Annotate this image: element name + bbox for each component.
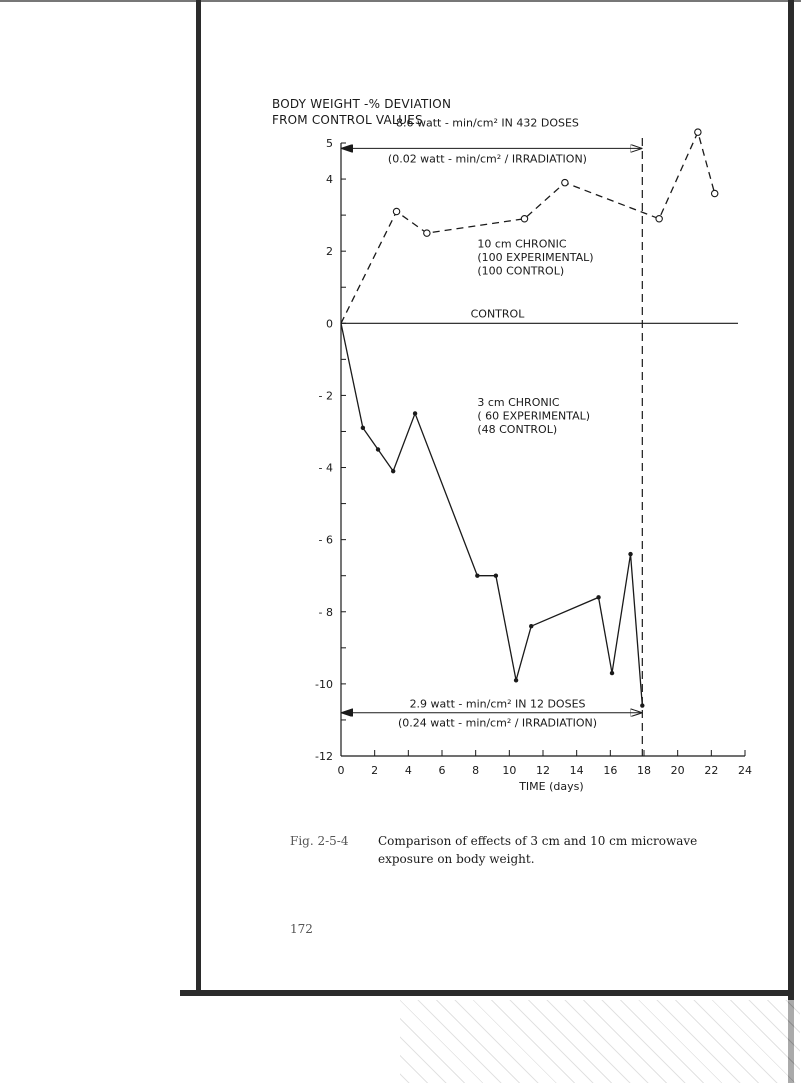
- annotation-10cm-line: 10 cm CHRONIC: [477, 237, 567, 251]
- annotation-3cm-line: ( 60 EXPERIMENTAL): [477, 409, 591, 423]
- y-axis-title-line2: FROM CONTROL VALUES: [272, 113, 423, 127]
- y-axis-title-line1: BODY WEIGHT -% DEVIATION: [272, 97, 452, 111]
- x-tick-label: 10: [502, 764, 517, 777]
- figure-caption: [290, 832, 730, 868]
- data-point-open: [521, 216, 527, 222]
- x-tick-label: 12: [536, 764, 550, 777]
- annotation-10cm-line: (100 CONTROL): [477, 264, 565, 278]
- data-point-filled: [610, 671, 614, 675]
- y-tick-label: - 6: [318, 533, 333, 547]
- page-number: 172: [290, 922, 313, 936]
- data-point-open: [656, 216, 662, 222]
- guides: [341, 138, 738, 756]
- dose-bottom-sublabel: (0.24 watt - min/cm² / IRRADIATION): [398, 716, 598, 730]
- y-tick-label: 0: [326, 317, 333, 331]
- y-tick-label: 2: [326, 245, 333, 259]
- x-tick-label: 22: [704, 764, 719, 777]
- dose-top-sublabel: (0.02 watt - min/cm² / IRRADIATION): [387, 152, 587, 166]
- dose-bottom-label: 2.9 watt - min/cm² IN 12 DOSES: [409, 697, 586, 711]
- data-point-open: [562, 179, 568, 185]
- data-point-open: [393, 208, 399, 214]
- dose-top-label: 8.6 watt - min/cm² IN 432 DOSES: [395, 116, 579, 130]
- caption-line2: exposure on body weight.: [378, 852, 535, 866]
- data-point-open: [695, 129, 701, 135]
- x-tick-label: 6: [438, 764, 446, 777]
- series-line-1: [341, 323, 642, 705]
- y-tick-label: 4: [326, 173, 333, 187]
- data-point-filled: [413, 411, 417, 415]
- x-tick-label: 8: [472, 764, 480, 777]
- y-tick-label: - 2: [318, 389, 333, 403]
- x-tick-label: 18: [637, 764, 651, 777]
- annotation-10cm-line: (100 EXPERIMENTAL): [477, 251, 594, 265]
- annotation-3cm-line: (48 CONTROL): [477, 423, 558, 437]
- y-tick-label: -12: [315, 750, 333, 763]
- y-tick-label: 5: [326, 137, 333, 150]
- data-point-filled: [628, 552, 632, 556]
- x-tick-label: 24: [738, 764, 752, 777]
- y-tick-label: -10: [315, 677, 333, 691]
- data-point-filled: [475, 574, 479, 578]
- annotation-3cm-line: 3 cm CHRONIC: [477, 396, 560, 410]
- x-tick-label: 0: [337, 764, 345, 777]
- data-point-filled: [376, 447, 380, 451]
- caption-line1: Comparison of effects of 3 cm and 10 cm microwave: [378, 834, 698, 848]
- x-tick-label: 16: [603, 764, 618, 777]
- x-tick-label: 20: [670, 764, 685, 777]
- x-axis-title: TIME (days): [519, 780, 584, 793]
- data-point-filled: [391, 469, 395, 473]
- y-tick-label: - 4: [318, 461, 333, 475]
- data-point-open: [424, 230, 430, 236]
- x-tick-label: 4: [404, 764, 412, 777]
- data-point-open: [712, 190, 718, 196]
- axes: [315, 137, 752, 793]
- y-tick-label: - 8: [318, 605, 333, 619]
- x-tick-label: 2: [371, 764, 379, 777]
- data-point-filled: [640, 703, 644, 707]
- figure-number: Fig. 2-5-4: [290, 834, 349, 848]
- x-tick-label: 14: [569, 764, 584, 777]
- data-point-filled: [529, 624, 533, 628]
- data-point-filled: [361, 426, 365, 430]
- control-label: CONTROL: [470, 307, 525, 321]
- data-point-filled: [494, 574, 498, 578]
- data-point-filled: [514, 678, 518, 682]
- data-point-filled: [596, 595, 600, 599]
